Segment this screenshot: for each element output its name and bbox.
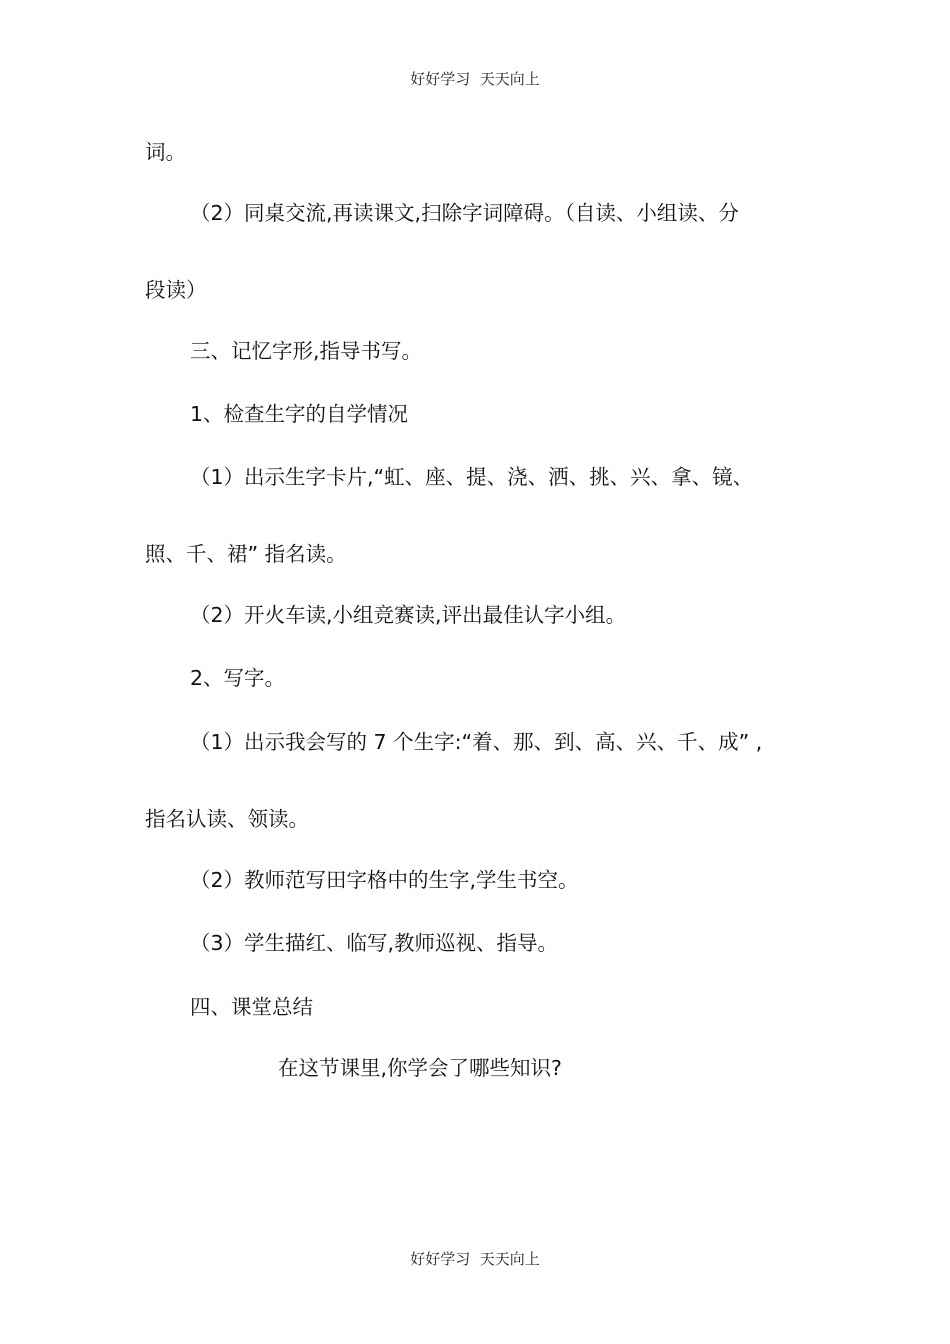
subsection-heading: 2、写字。 [190, 666, 286, 690]
text-line: （1）出示生字卡片,“虹、座、提、浇、洒、挑、兴、拿、镜、 [190, 465, 754, 489]
subsection-heading: 1、检查生字的自学情况 [190, 402, 409, 426]
text-line: （1）出示我会写的 7 个生字:“着、那、到、高、兴、千、成” , [190, 730, 763, 754]
text-line: （2）教师范写田字格中的生字,学生书空。 [190, 868, 579, 892]
text-line: 指名认读、领读。 [145, 807, 309, 831]
text-line: 词。 [145, 140, 186, 164]
section-heading: 三、记忆字形,指导书写。 [190, 339, 423, 363]
summary-question: 在这节课里,你学会了哪些知识? [278, 1056, 562, 1080]
page-header: 好好学习 天天向上 [410, 70, 540, 88]
text-line: 段读） [145, 278, 207, 302]
text-line: 照、千、裙” 指名读。 [145, 542, 347, 566]
page-footer: 好好学习 天天向上 [410, 1250, 540, 1268]
text-line: （2）同桌交流,再读课文,扫除字词障碍。（自读、小组读、分 [190, 201, 739, 225]
section-heading: 四、课堂总结 [190, 995, 313, 1019]
text-line: （3）学生描红、临写,教师巡视、指导。 [190, 931, 559, 955]
text-line: （2）开火车读,小组竞赛读,评出最佳认字小组。 [190, 603, 627, 627]
